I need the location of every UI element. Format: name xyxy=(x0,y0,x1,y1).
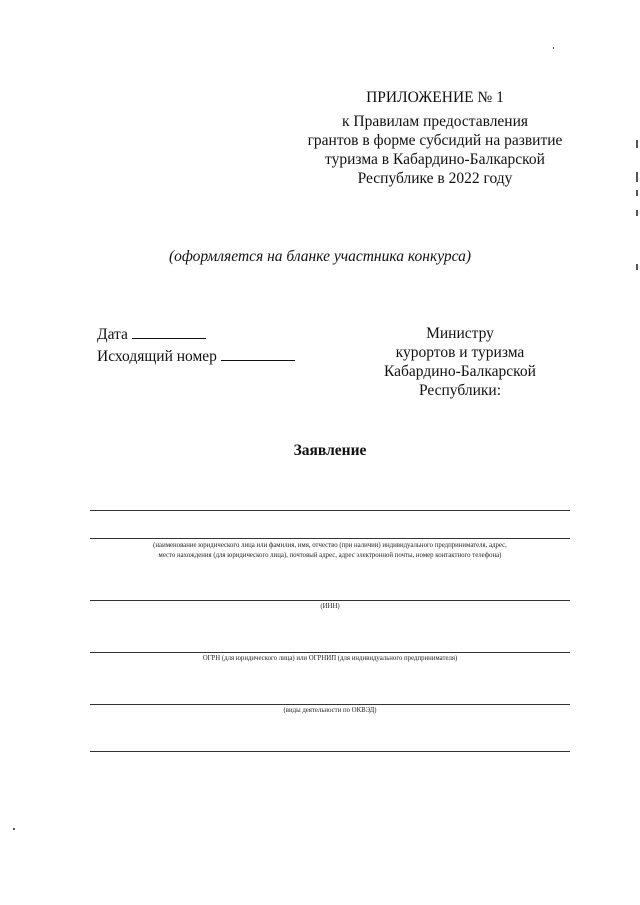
scan-edge-mark xyxy=(636,210,638,216)
caption-line: (наименование юридического лица или фамилия, имя, отчество (при наличии) индивидуального предпринимателя, адрес, xyxy=(153,542,507,549)
additional-line[interactable] xyxy=(90,751,570,752)
applicant-name-caption xyxy=(90,541,570,561)
outgoing-number-blank-line[interactable] xyxy=(221,359,295,361)
addressee-line: курортов и туризма xyxy=(395,344,525,361)
ogrn-line[interactable] xyxy=(90,652,570,653)
document-title: Заявление xyxy=(293,442,367,459)
okved-caption: (виды деятельности по ОКВЭД) xyxy=(283,707,377,714)
date-row xyxy=(97,324,295,346)
appendix-header xyxy=(300,88,570,188)
applicant-name-line-2[interactable] xyxy=(90,538,570,539)
scan-edge-mark xyxy=(636,190,638,196)
date-label: Дата xyxy=(97,326,128,343)
ogrn-caption: ОГРН (для юридического лица) или ОГРНИП (для индивидуального предпринимателя) xyxy=(202,655,458,662)
scan-edge-mark xyxy=(636,172,638,182)
inn-line[interactable] xyxy=(90,600,570,601)
appendix-line: грантов в форме субсидий на развитие xyxy=(307,132,563,149)
addressee-block xyxy=(360,324,560,400)
scan-edge-mark xyxy=(636,264,638,270)
appendix-line: туризма в Кабардино-Балкарской xyxy=(325,151,545,168)
okved-line[interactable] xyxy=(90,704,570,705)
addressee-line: Министру xyxy=(426,325,494,342)
caption-line: место нахождения (для юридического лица), почтовый адрес, адрес электронной почты, номер контактного телефона) xyxy=(158,552,502,559)
addressee-line: Республики: xyxy=(418,382,502,399)
scan-speck xyxy=(13,828,15,830)
addressee-line: Кабардино-Балкарской xyxy=(384,363,536,380)
scan-speck xyxy=(553,47,554,49)
applicant-name-line-1[interactable] xyxy=(90,510,570,511)
letterhead-note: (оформляется на бланке участника конкурса) xyxy=(168,248,472,265)
date-number-block xyxy=(97,324,295,368)
inn-caption: (ИНН) xyxy=(320,603,340,610)
appendix-number: ПРИЛОЖЕНИЕ № 1 xyxy=(366,89,504,106)
appendix-line: к Правилам предоставления xyxy=(341,113,529,130)
appendix-line: Республике в 2022 году xyxy=(357,170,513,187)
outgoing-number-label: Исходящий номер xyxy=(97,348,217,365)
outgoing-number-row xyxy=(97,346,295,368)
date-blank-line[interactable] xyxy=(132,337,206,339)
scan-edge-mark xyxy=(636,140,638,148)
